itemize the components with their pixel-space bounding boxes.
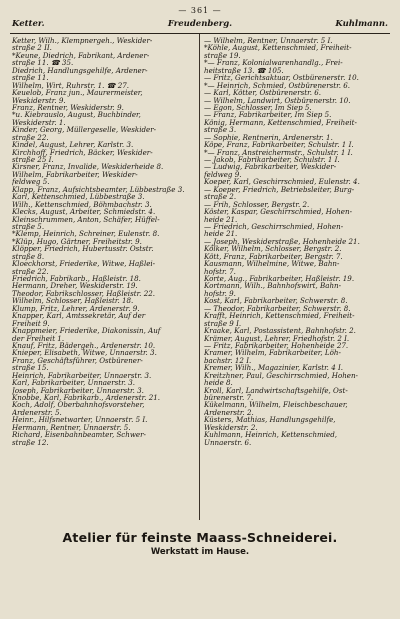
directory-entry-line: Köster, Kaspar, Geschirrschmied, Hohen- — [204, 207, 352, 217]
directory-entry-line: hofstr. 9. — [204, 288, 236, 298]
directory-entry-line: *— Heinrich, Schmied, Ostbürenerstr. 6. — [204, 80, 351, 90]
header-town: Freudenberg. — [167, 19, 233, 29]
directory-entry-line: Franz, Geschäftsführer, Ostbürener- — [12, 355, 143, 365]
directory-entry-line: Weskiderstr. 9. — [12, 95, 66, 105]
directory-entry-line: Unnaerstr. 6. — [204, 437, 252, 447]
directory-entry-line: — Wilhelm, Rentner, Unnaerstr. 5 I. — [204, 37, 333, 45]
directory-entry-line: heide 8. — [204, 378, 233, 388]
directory-entry-line: straße 12. — [12, 437, 49, 447]
directory-entry-line: Keuelob, Franz jun., Maurermeister, — [12, 88, 143, 98]
directory-entry-line: Heinrich, Fabrikarbeiter, Unnaerstr. 3. — [12, 370, 152, 380]
directory-entry-line: — Theodor, Fabrikarbeiter, Schwerstr. 8. — [204, 303, 351, 313]
directory-entry-line: Kreitzhner, Paul, Geschirrschmied, Hohen- — [204, 370, 358, 380]
directory-entry-line: der Freiheit 1. — [12, 333, 65, 343]
directory-entry-line: *u. Kiebrauslo, August, Buchbinder, — [12, 110, 141, 120]
directory-entry-line: Knapper, Karl, Amtssekretär, Auf der — [12, 311, 146, 321]
directory-entry-line: — Egon, Schlosser, Im Siep 5. — [204, 102, 312, 112]
directory-entry-line: Friedrich, Fabrikarb., Haßleistr. 18. — [12, 274, 141, 283]
directory-entry-line: Kraake, Karl, Postassistent, Bahnhofstr. 2. — [204, 326, 356, 336]
directory-entry-line: *Klüp, Hugo, Gärtner, Freiheitstr. 9. — [12, 236, 142, 246]
directory-entry-line: straße 22. — [12, 132, 49, 142]
directory-entry-line: Kleinschrummen, Anton, Schäfer, Hüffel- — [12, 214, 160, 224]
directory-entry-line: Krafft, Heinrich, Kettenschmied, Freiheit- — [204, 311, 355, 321]
directory-entry-line: Kramer, Wilhelm, Fabrikarbeiter, Löh- — [204, 348, 341, 358]
directory-entry-line: straße 11. — [12, 73, 49, 83]
directory-entry-line: straße 2. — [204, 192, 237, 202]
directory-entry-line: *— Franz, Anstreichermstr., Schulstr. 1 I. — [204, 147, 353, 157]
directory-entry-line: Wilh., Kettenschmied, Böhmbachstr. 3. — [12, 199, 152, 209]
directory-entry-line: Weskiderstr. 1. — [12, 117, 66, 127]
directory-entry-line: Wilhelm, Schlosser, Haßleistr. 18. — [12, 296, 134, 306]
directory-entry-line: — Frih, Schlosser, Bergstr. 2. — [204, 199, 310, 209]
directory-entry-line: *Keune, Diedrich, Fabrikant, Ardener- — [12, 50, 150, 60]
directory-entry-line: Diedrich, Handlungsgehilfe, Ardener- — [12, 65, 148, 75]
directory-entry-line: feldweg 5. — [12, 177, 50, 187]
directory-entry-line: Klump, Fritz, Lehrer, Ardenerstr. 9. — [12, 303, 140, 313]
right-column — [204, 37, 390, 446]
page-number: — 361 — — [178, 6, 222, 15]
directory-entry-line: — Jakob, Fabrikarbeiter, Schulstr. 1 I. — [204, 155, 340, 164]
directory-entry-line: — Wilhelm, Landwirt, Ostbürenerstr. 10. — [204, 95, 351, 105]
directory-entry-line: — Sophie, Rentnerin, Ardenerstr. 1. — [204, 132, 333, 142]
directory-entry-line: bürenerstr. 7. — [204, 393, 254, 402]
running-header — [10, 19, 390, 31]
directory-entry-line: — Koeper, Friedrich, Betriebsleiter, Burg- — [204, 184, 355, 194]
directory-entry-line: straße 5. — [12, 221, 45, 231]
header-right-keyword: Kuhlmann. — [335, 19, 388, 29]
directory-entry-line: Kroll, Karl, Landwirtschaftsgehilfe, Ost- — [204, 385, 348, 395]
directory-entry-line: — Franz, Fabrikarbeiter, Im Siep 5. — [204, 110, 332, 120]
directory-entry-line: Freiheit 9. — [12, 318, 50, 328]
directory-entry-line: Knieper, Elisabeth, Witwe, Unnaerstr. 3. — [12, 348, 157, 358]
advert-subline: Werkstatt im Hause. — [150, 547, 250, 557]
directory-entry-line: Kuhlmann, Heinrich, Kettenschmied, — [204, 430, 338, 440]
directory-entry-line: Kirsner, Franz, Invalide, Weskiderheide 8. — [12, 162, 164, 172]
directory-entry-line: straße 9 I. — [204, 318, 242, 328]
directory-entry-line: Joseph, Fabrikarbeiter, Unnaerstr. 3. — [12, 385, 144, 395]
directory-entry-line: straße 3. — [204, 125, 237, 135]
directory-entry-line: straße 2 II. — [12, 43, 52, 53]
directory-entry-line: — Ludwig, Fabrikarbeiter, Weskider- — [204, 162, 337, 172]
directory-entry-line: Kölker, Wilhelm, Schlosser, Bergstr. 2. — [204, 244, 342, 254]
directory-entry-line: Ketter, Wilh., Klempnergeh., Weskider- — [12, 37, 153, 45]
directory-entry-line: *Klemp, Heinrich, Schreiner, Eulenstr. 8. — [12, 229, 160, 239]
directory-entry-line: Küsters, Mathias, Handlungsgehilfe, — [204, 415, 336, 425]
directory-entry-line: Kausmann, Wilhelmine, Witwe, Bahn- — [204, 259, 340, 269]
directory-entry-line: — Fritz, Fabrikarbeiter, Hohenheide 27. — [204, 340, 349, 350]
directory-entry-line: — Friedrich, Geschirrschmied, Hohen- — [204, 221, 344, 231]
directory-entry-line: Krämer, August, Lehrer, Friedhofstr. 2 I. — [204, 333, 350, 343]
directory-entry-line: Kloeckhorst, Friederike, Witwe, Haßlei- — [12, 259, 156, 269]
directory-entry-line: straße 22. — [12, 266, 49, 276]
directory-entry-line: Kortmann, Wilh., Bahnhofswirt, Bahn- — [204, 281, 342, 291]
directory-entry-line: Ardenerstr. 5. — [12, 407, 62, 417]
directory-entry-line: Knobbe, Karl, Fabrikarb., Ardenerstr. 21. — [12, 393, 161, 402]
directory-entry-line: Richard, Eisenbahnbeamter, Schwer- — [12, 430, 146, 440]
directory-entry-line: Karl, Fabrikarbeiter, Unnaerstr. 3. — [12, 378, 135, 388]
directory-entry-line: feldweg 9. — [204, 169, 242, 179]
directory-entry-line: straße 11. ☎ 35. — [12, 58, 74, 68]
directory-entry-line: König, Hermann, Kettenschmied, Freiheit- — [204, 117, 357, 127]
directory-entry-line: Ardenerstr. 2. — [204, 407, 254, 417]
directory-entry-line: Kükelmann, Wilhelm, Fleischbeschauer, — [204, 400, 348, 410]
directory-entry-line: straße 8. — [12, 251, 45, 261]
directory-entry-line: Kirchhoff, Friedrich, Bäcker, Weskider- — [12, 147, 153, 157]
directory-entry-line: bachstr. 12 I. — [204, 355, 252, 365]
directory-entry-line: *— Franz, Kolonialwarenhandlg., Frei- — [204, 58, 343, 68]
directory-entry-line: Klapp, Franz, Aufsichtsbeamter, Lübbestraße 3. — [12, 184, 185, 194]
directory-entry-line: Kinder, Georg, Müllergeselle, Weskider- — [12, 125, 157, 135]
directory-entry-line: Wilhelm, Wirt, Ruhrstr. 1. ☎ 27. — [12, 80, 130, 90]
directory-entry-line: Korte, Aug., Fabrikarbeiter, Haßleistr. 19. — [204, 274, 355, 283]
directory-entry-line: Hermann, Rentner, Unnaerstr. 5. — [12, 422, 131, 432]
directory-entry-line: — Fritz, Gerichtsaktuar, Ostbürenerstr. 10. — [204, 73, 359, 83]
directory-entry-line: straße 19. — [204, 50, 241, 60]
header-left-keyword: Ketter. — [12, 19, 45, 29]
directory-entry-line: Klöpper, Friedrich, Hubertusstr. Oststr. — [12, 244, 154, 254]
directory-entry-line: — Karl, Kötter, Ostbürenerstr. 6. — [204, 88, 321, 98]
directory-entry-line: Heinr., Hilfsnetwarter, Unnaerstr. 5 I. — [12, 415, 148, 425]
directory-entry-line: Weskiderstr. 2. — [204, 422, 258, 432]
directory-entry-line: Hermann, Dreher, Weskiderstr. 19. — [12, 281, 138, 291]
directory-entry-line: Kremer, Wilh., Magazinier, Karlstr. 4 I. — [204, 363, 344, 373]
directory-entry-line: Theodor, Fabrikschlosser, Haßleistr. 22. — [12, 288, 155, 298]
directory-entry-line: Koch, Adolf, Oberbahnhofsvorsteher, — [12, 400, 145, 410]
directory-entry-line: — Joseph, Weskiderstraße, Hohenheide 21. — [204, 236, 360, 246]
directory-entry-line: Koeper, Karl, Geschirrschmied, Eulenstr. 4. — [204, 177, 360, 187]
directory-entry-line: Wilhelm, Fabrikarbeiter, Weskider- — [12, 169, 138, 179]
directory-entry-line: Knappmeier, Friederike, Diakonissin, Auf — [12, 326, 161, 336]
advertisement — [0, 530, 400, 557]
directory-entry-line: Franz, Rentner, Weskiderstr. 9. — [12, 102, 124, 112]
directory-entry-line: heitstraße 13. ☎ 105. — [204, 65, 284, 75]
header-rule — [10, 33, 390, 34]
directory-entry-line: *Köhle, August, Kettenschmied, Freiheit- — [204, 43, 352, 53]
left-column — [12, 37, 198, 446]
column-divider — [199, 34, 200, 520]
directory-entry-line: Kost, Karl, Fabrikarbeiter, Schwerstr. 8. — [204, 296, 348, 306]
directory-entry-line: Karl, Kettenschmied, Lübbestraße 3. — [12, 192, 145, 202]
directory-entry-line: Knauf, Fritz, Bädergeh., Ardenerstr. 10. — [12, 340, 156, 350]
directory-entry-line: Klecks, August, Arbeiter, Schmiedstr. 4. — [12, 207, 156, 217]
directory-entry-line: straße 15. — [12, 363, 49, 373]
directory-entry-line: Kött, Franz, Fabrikarbeiter, Bergstr. 7. — [204, 251, 343, 261]
advert-headline: Atelier für feinste Maass-Schneiderei. — [62, 530, 338, 545]
directory-entry-line: heide 21. — [204, 214, 238, 224]
directory-entry-line: Köpe, Franz, Fabrikarbeiter, Schulstr. 1 I. — [204, 140, 354, 150]
directory-entry-line: Kindel, August, Lehrer, Karlstr. 3. — [12, 140, 134, 150]
directory-entry-line: heide 21. — [204, 229, 238, 239]
directory-entry-line: hofstr. 7. — [204, 266, 236, 276]
directory-entry-line: straße 25 I. — [12, 155, 54, 164]
